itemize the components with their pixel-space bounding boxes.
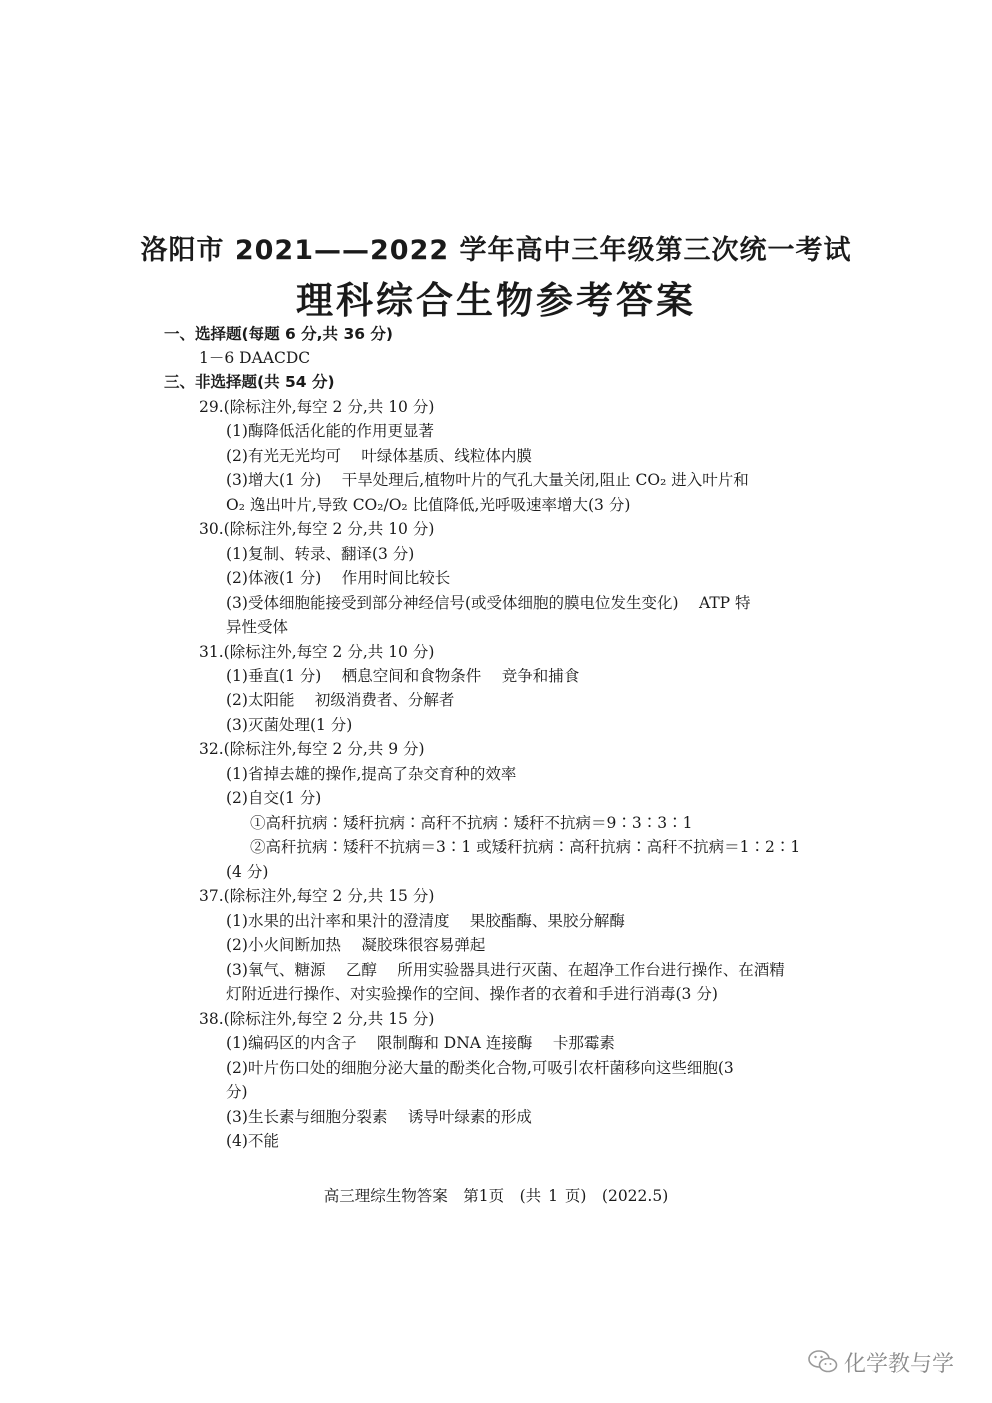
answer-line: O₂ 逸出叶片,导致 CO₂/O₂ 比值降低,光呼吸速率增大(3 分) bbox=[226, 496, 631, 514]
answer-line: (2)叶片伤口处的细胞分泌大量的酚类化合物,可吸引农杆菌移向这些细胞(3 bbox=[226, 1059, 734, 1077]
answer-line: (1)复制、转录、翻译(3 分) bbox=[226, 545, 415, 563]
answer-line: (3)增大(1 分) 干旱处理后,植物叶片的气孔大量关闭,阻止 CO₂ 进入叶片和 bbox=[226, 471, 749, 489]
answer-line: (3)灭菌处理(1 分) bbox=[226, 716, 353, 734]
answer-line: 异性受体 bbox=[226, 618, 289, 636]
choice-answers: 1－6 DAACDC bbox=[199, 349, 311, 367]
answer-line: (1)省掉去雄的操作,提高了杂交育种的效率 bbox=[226, 765, 517, 783]
answer-line: 分) bbox=[226, 1083, 248, 1101]
answer-line: (2)自交(1 分) bbox=[226, 789, 322, 807]
answer-line: (2)体液(1 分) 作用时间比较长 bbox=[226, 569, 451, 587]
answer-line: (1)水果的出汁率和果汁的澄清度 果胶酯酶、果胶分解酶 bbox=[226, 912, 625, 930]
answer-line: (1)垂直(1 分) 栖息空间和食物条件 竞争和捕食 bbox=[226, 667, 580, 685]
answer-line: (1)编码区的内含子 限制酶和 DNA 连接酶 卡那霉素 bbox=[226, 1034, 615, 1052]
page-footer: 高三理综生物答案 第1页 (共 1 页) (2022.5) bbox=[323, 1187, 669, 1205]
question-heading: 32.(除标注外,每空 2 分,共 9 分) bbox=[199, 740, 425, 758]
section-heading: 一、选择题(每题 6 分,共 36 分) bbox=[164, 325, 393, 343]
watermark bbox=[808, 1345, 978, 1379]
question-heading: 29.(除标注外,每空 2 分,共 10 分) bbox=[199, 398, 435, 416]
answer-line: 灯附近进行操作、对实验操作的空间、操作者的衣着和手进行消毒(3 分) bbox=[226, 985, 718, 1003]
question-heading: 37.(除标注外,每空 2 分,共 15 分) bbox=[199, 887, 435, 905]
answer-title: 理科综合生物参考答案 bbox=[296, 279, 696, 322]
answer-line: (3)受体细胞能接受到部分神经信号(或受体细胞的膜电位发生变化) ATP 特 bbox=[226, 594, 751, 612]
watermark-text: 化学教与学 bbox=[844, 1351, 955, 1377]
question-heading: 38.(除标注外,每空 2 分,共 15 分) bbox=[199, 1010, 435, 1028]
answer-line: ②高秆抗病∶矮秆不抗病＝3∶1 或矮秆抗病∶高秆抗病∶高秆不抗病＝1∶2∶1 bbox=[250, 838, 801, 856]
section-heading: 三、非选择题(共 54 分) bbox=[164, 373, 335, 391]
question-heading: 30.(除标注外,每空 2 分,共 10 分) bbox=[199, 520, 435, 538]
answer-line: (2)有光无光均可 叶绿体基质、线粒体内膜 bbox=[226, 447, 532, 465]
answer-line: (2)太阳能 初级消费者、分解者 bbox=[226, 691, 455, 709]
exam-title: 洛阳市 2021——2022 学年高中三年级第三次统一考试 bbox=[140, 235, 852, 266]
wechat-icon bbox=[808, 1349, 838, 1375]
answer-line: ①高秆抗病∶矮秆抗病∶高秆不抗病∶矮秆不抗病＝9∶3∶3∶1 bbox=[250, 814, 693, 832]
answer-line: (3)生长素与细胞分裂素 诱导叶绿素的形成 bbox=[226, 1108, 532, 1126]
answer-line: (2)小火间断加热 凝胶珠很容易弹起 bbox=[226, 936, 486, 954]
answer-line: (4 分) bbox=[226, 863, 269, 881]
question-heading: 31.(除标注外,每空 2 分,共 10 分) bbox=[199, 643, 435, 661]
answer-line: (1)酶降低活化能的作用更显著 bbox=[226, 422, 434, 440]
answer-line: (4)不能 bbox=[226, 1132, 279, 1150]
answer-line: (3)氧气、糖源 乙醇 所用实验器具进行灭菌、在超净工作台进行操作、在酒精 bbox=[226, 961, 785, 979]
